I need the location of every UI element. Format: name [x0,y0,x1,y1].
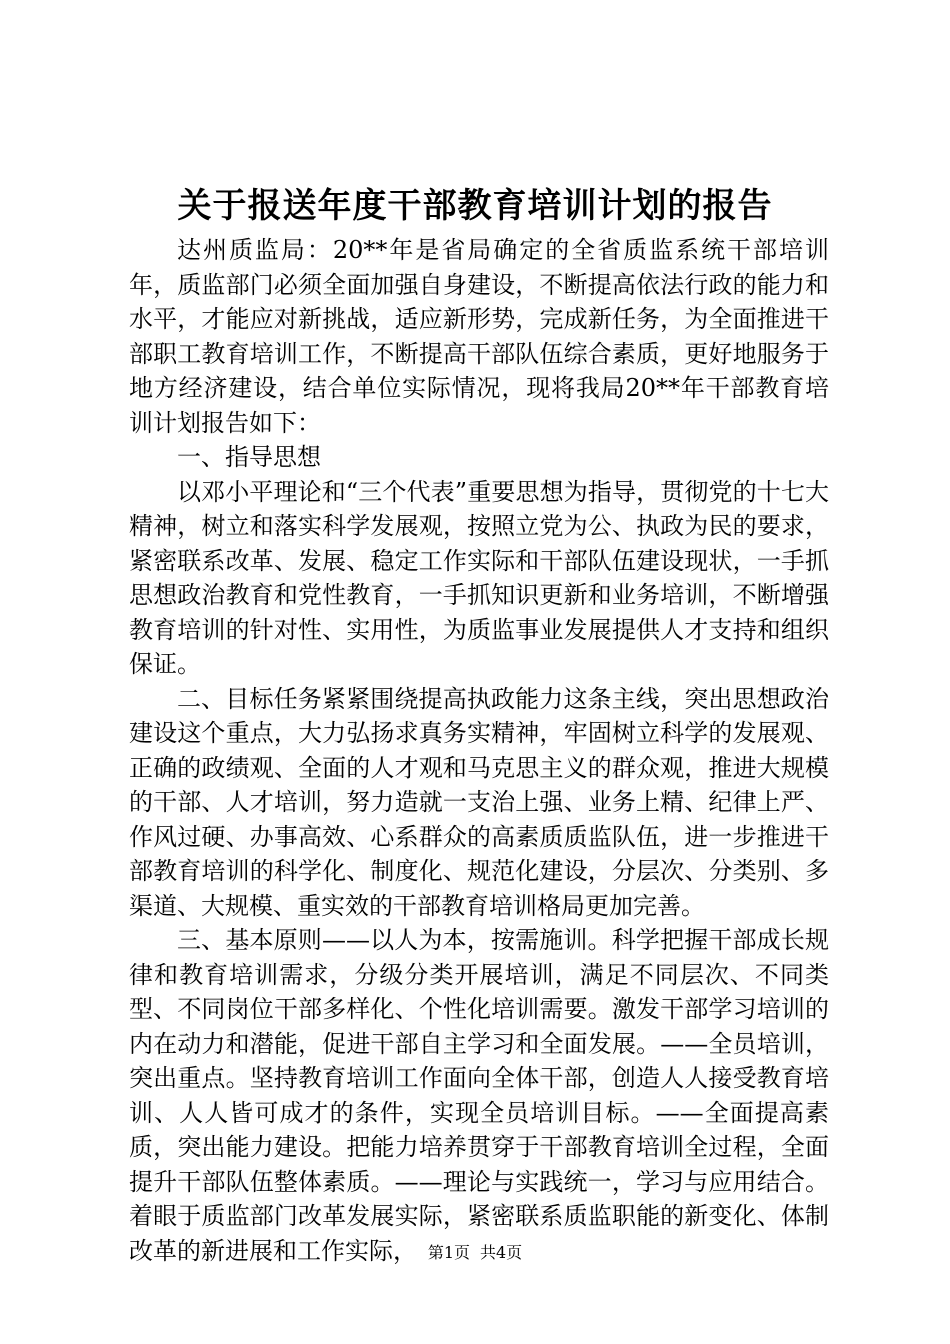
document-title: 关于报送年度干部教育培训计划的报告 [177,186,773,226]
paragraph-objectives: 二、目标任务紧紧围绕提高执政能力这条主线，突出思想政治建设这个重点，大力弘扬求真务实精神，牢固树立科学的发展观、正确的政绩观、全面的人才观和马克思主义的群众观，推进大规模的干部、人才培训，努力造就一支治上强、业务上精、纪律上严、作风过硬、办事高效、心系群众的高素质质监队伍，进一步推进干部教育培训的科学化、制度化、规范化建设，分层次、分类别、多渠道、大规模、重实效的干部教育培训格局更加完善。 [129,684,829,920]
page-footer [0,1242,950,1264]
document-body [129,233,829,1268]
paragraph-principles: 三、基本原则——以人为本，按需施训。科学把握干部成长规律和教育培训需求，分级分类开展培训，满足不同层次、不同类型、不同岗位干部多样化、个性化培训需要。激发干部学习培训的内在动力和潜能，促进干部自主学习和全面发展。——全员培训，突出重点。坚持教育培训工作面向全体干部，创造人人接受教育培训、人人皆可成才的条件，实现全员培训目标。——全面提高素质，突出能力建设。把能力培养贯穿于干部教育培训全过程，全面提升干部队伍整体素质。——理论与实践统一，学习与应用结合。着眼于质监部门改革发展实际，紧密联系质监职能的新变化、体制改革的新进展和工作实际， [129,926,829,1265]
page-total: 共4页 [480,1243,523,1262]
paragraph-intro: 达州质监局：20**年是省局确定的全省质监系统干部培训年，质监部门必须全面加强自身建设，不断提高依法行政的能力和水平，才能应对新挑战，适应新形势，完成新任务，为全面推进干部职工教育培训工作，不断提高干部队伍综合素质，更好地服务于地方经济建设，结合单位实际情况，现将我局20**年干部教育培训计划报告如下： [129,236,829,437]
paragraph-heading-guiding-ideology: 一、指导思想 [177,443,321,471]
paragraph-guiding-ideology: 以邓小平理论和“三个代表”重要思想为指导，贯彻党的十七大精神，树立和落实科学发展观，按照立党为公、执政为民的要求，紧密联系改革、发展、稳定工作实际和干部队伍建设现状，一手抓思想政治教育和党性教育，一手抓知识更新和业务培训，不断增强教育培训的针对性、实用性，为质监事业发展提供人才支持和组织保证。 [129,477,829,678]
page-number: 第1页 [427,1243,470,1262]
